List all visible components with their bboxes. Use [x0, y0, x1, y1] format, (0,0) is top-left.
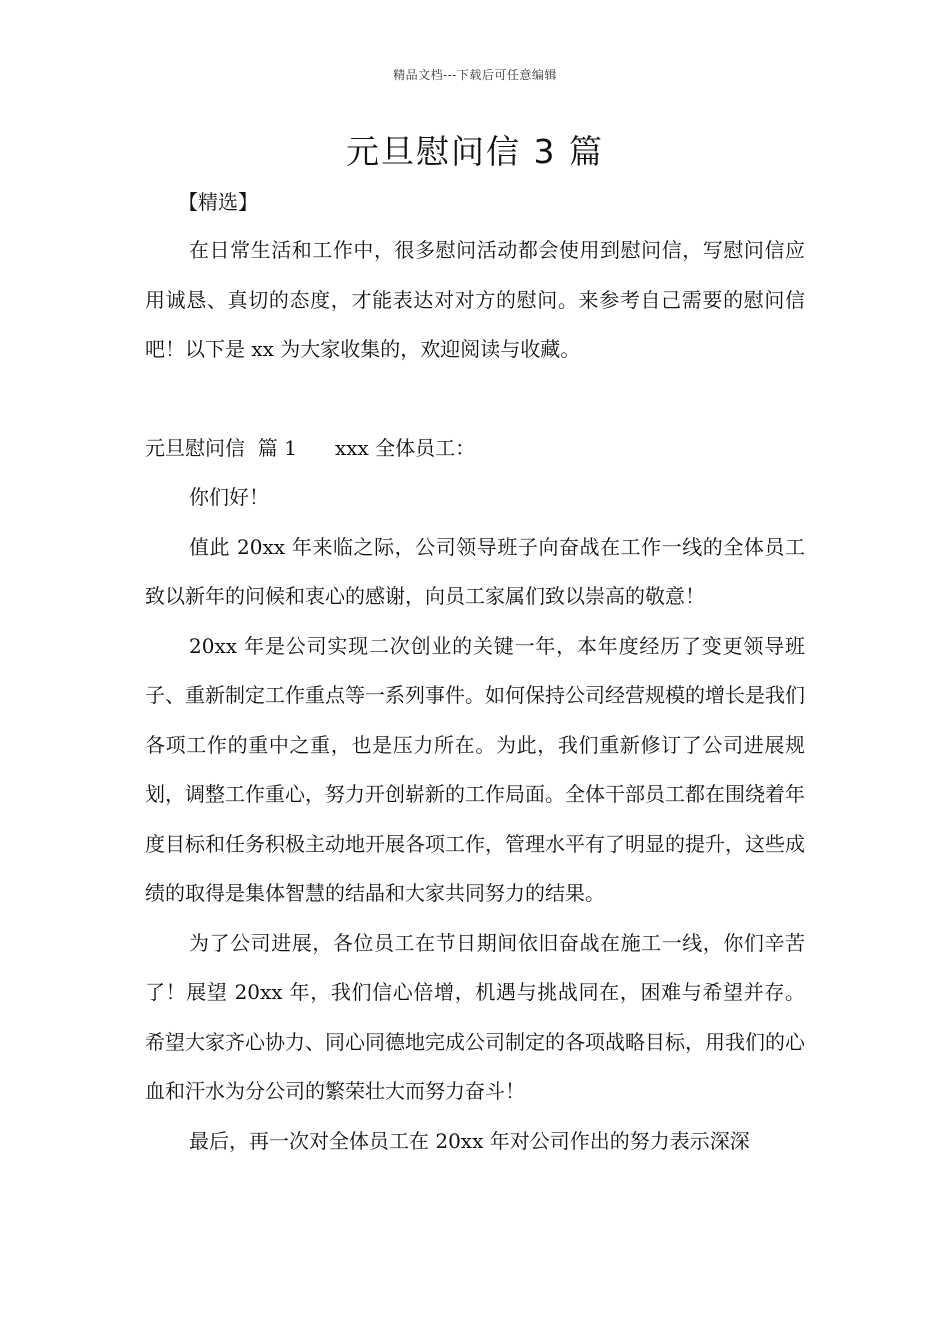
body-paragraph: 20xx 年是公司实现二次创业的关键一年，本年度经历了变更领导班子、重新制定工作重点等一系列事件。如何保持公司经营规模的增长是我们各项工作的重中之重，也是压力所在。为此，我们重新修订了公司进展规划，调整工作重心，努力开创崭新的工作局面。全体干部员工都在围绕着年度目标和任务积极主动地开展各项工作，管理水平有了明显的提升，这些成绩的取得是集体智慧的结晶和大家共同努力的结果。 — [145, 633, 805, 905]
intro-paragraph: 在日常生活和工作中，很多慰问活动都会使用到慰问信，写慰问信应用诚恳、真切的态度，才能表达对对方的慰问。来参考自己需要的慰问信吧！以下是 xx 为大家收集的，欢迎阅读与收藏。 — [145, 238, 805, 361]
document-body — [145, 226, 805, 1166]
tag-label: 【精选】 — [178, 190, 258, 214]
salutation: xxx 全体员工： — [334, 435, 476, 460]
section-heading-line — [145, 424, 805, 474]
paragraph-spacer — [145, 375, 805, 424]
greeting-paragraph: 你们好！ — [189, 485, 269, 509]
body-paragraph: 值此 20xx 年来临之际，公司领导班子向奋战在工作一线的全体员工致以新年的问候和衷心的感谢，向员工家属们致以崇高的敬意！ — [145, 534, 805, 608]
document-title: 元旦慰问信 3 篇 — [346, 132, 604, 171]
body-paragraph: 为了公司进展，各位员工在节日期间依旧奋战在施工一线，你们辛苦了！展望 20xx 年，我们信心倍增，机遇与挑战同在，困难与希望并存。希望大家齐心协力、同心同德地完成公司制定的各项战略目标，用我们的心血和汗水为分公司的繁荣壮大而努力奋斗！ — [145, 930, 805, 1103]
section-heading: 元旦慰问信 篇 1 — [145, 435, 297, 460]
header-note: 精品文档---下载后可任意编辑 — [393, 68, 557, 82]
body-paragraph: 最后，再一次对全体员工在 20xx 年对公司作出的努力表示深深 — [189, 1128, 750, 1153]
